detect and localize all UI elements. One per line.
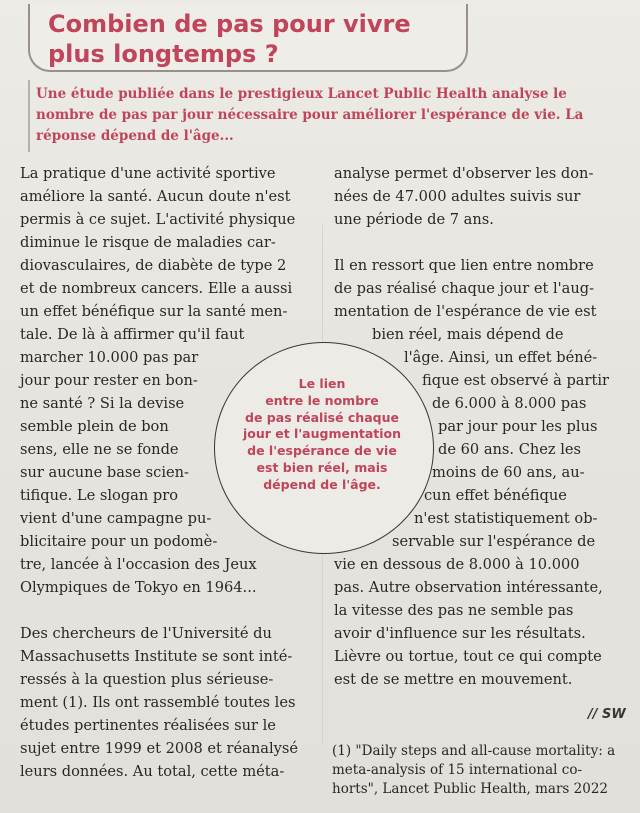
left-line: tifique. Le slogan pro: [20, 487, 179, 504]
right-line: pas. Autre observation intéressante,: [334, 579, 603, 596]
right-line: de 6.000 à 8.000 pas: [432, 395, 587, 412]
right-line: la vitesse des pas ne semble pas: [334, 602, 574, 619]
left-line: ment (1). Ils ont rassemblé toutes les: [20, 694, 296, 711]
right-line: avoir d'influence sur les résultats.: [334, 625, 586, 642]
pull-quote: [222, 376, 422, 494]
left-line: améliore la santé. Aucun doute n'est: [20, 188, 291, 205]
left-line: un effet bénéfique sur la santé men-: [20, 303, 288, 320]
left-line: tale. De là à affirmer qu'il faut: [20, 326, 245, 343]
left-line: marcher 10.000 pas par: [20, 349, 199, 366]
right-line: de 60 ans. Chez les: [438, 441, 582, 458]
left-line: Des chercheurs de l'Université du: [20, 625, 272, 642]
left-line: sujet entre 1999 et 2008 et réanalysé: [20, 740, 298, 757]
right-line: bien réel, mais dépend de: [372, 326, 564, 343]
lead-line-2: nombre de pas par jour nécessaire pour améliorer l'espérance de vie. La: [36, 107, 584, 123]
left-line: tre, lancée à l'occasion des Jeux: [20, 556, 257, 573]
left-line: leurs données. Au total, cette méta-: [20, 763, 285, 780]
left-line: diovasculaires, de diabète de type 2: [20, 257, 287, 274]
pull-quote-line: Le lien: [298, 376, 346, 391]
pull-quote-line: est bien réel, mais: [256, 459, 388, 475]
left-line: ne santé ? Si la devise: [20, 395, 185, 412]
right-line: mentation de l'espérance de vie est: [334, 303, 597, 320]
right-line: analyse permet d'observer les don-: [334, 165, 594, 182]
headline-line-2: plus longtemps ?: [48, 40, 279, 68]
footnote-line: meta-analysis of 15 international co-: [332, 762, 583, 778]
right-line: une période de 7 ans.: [334, 211, 494, 228]
left-line: La pratique d'une activité sportive: [20, 165, 276, 182]
footnote-line: horts", Lancet Public Health, mars 2022: [332, 781, 609, 797]
headline-box: [28, 4, 468, 72]
pull-quote-line: de pas réalisé chaque: [245, 409, 399, 425]
left-line: Olympiques de Tokyo en 1964...: [20, 579, 257, 596]
left-line: sur aucune base scien-: [20, 464, 189, 481]
left-line: Massachusetts Institute se sont inté-: [20, 648, 293, 665]
footnote-line: (1) "Daily steps and all-cause mortality: a: [332, 743, 616, 759]
right-line: cun effet bénéfique: [424, 487, 567, 504]
right-line: l'âge. Ainsi, un effet béné-: [404, 349, 598, 366]
right-line: de pas réalisé chaque jour et l'aug-: [334, 280, 595, 297]
right-line: est de se mettre en mouvement.: [334, 671, 573, 688]
pull-quote-line: dépend de l'âge.: [263, 476, 381, 492]
right-line: servable sur l'espérance de: [392, 533, 596, 550]
right-line: moins de 60 ans, au-: [432, 464, 585, 481]
lead-line-3: réponse dépend de l'âge...: [36, 128, 234, 144]
author-signature: // SW: [588, 707, 626, 722]
right-line: n'est statistiquement ob-: [414, 510, 598, 527]
left-line: études pertinentes réalisées sur le: [20, 717, 276, 734]
pull-quote-line: jour et l'augmentation: [242, 426, 402, 442]
left-line: diminue le risque de maladies car-: [20, 234, 276, 251]
right-line: par jour pour les plus: [438, 418, 598, 435]
pull-quote-line: de l'espérance de vie: [247, 443, 397, 459]
pull-quote-line: entre le nombre: [265, 392, 379, 408]
left-line: jour pour rester en bon-: [20, 372, 198, 389]
right-line: fique est observé à partir: [422, 372, 609, 389]
lead-paragraph: [28, 80, 626, 152]
left-line: et de nombreux cancers. Elle a aussi: [20, 280, 293, 297]
right-line: vie en dessous de 8.000 à 10.000: [334, 556, 580, 573]
right-line: nées de 47.000 adultes suivis sur: [334, 188, 581, 205]
right-line: Il en ressort que lien entre nombre: [334, 257, 594, 274]
left-line: permis à ce sujet. L'activité physique: [20, 211, 296, 228]
left-line: sens, elle ne se fonde: [20, 441, 179, 458]
left-line: blicitaire pour un podomè-: [20, 533, 218, 550]
left-line: ressés à la question plus sérieuse-: [20, 671, 274, 688]
headline-line-1: Combien de pas pour vivre: [48, 10, 411, 38]
left-line: vient d'une campagne pu-: [20, 510, 212, 527]
lead-line-1: Une étude publiée dans le prestigieux Lancet Public Health analyse le: [36, 86, 567, 102]
left-line: semble plein de bon: [20, 418, 169, 435]
right-line: Lièvre ou tortue, tout ce qui compte: [334, 648, 602, 665]
